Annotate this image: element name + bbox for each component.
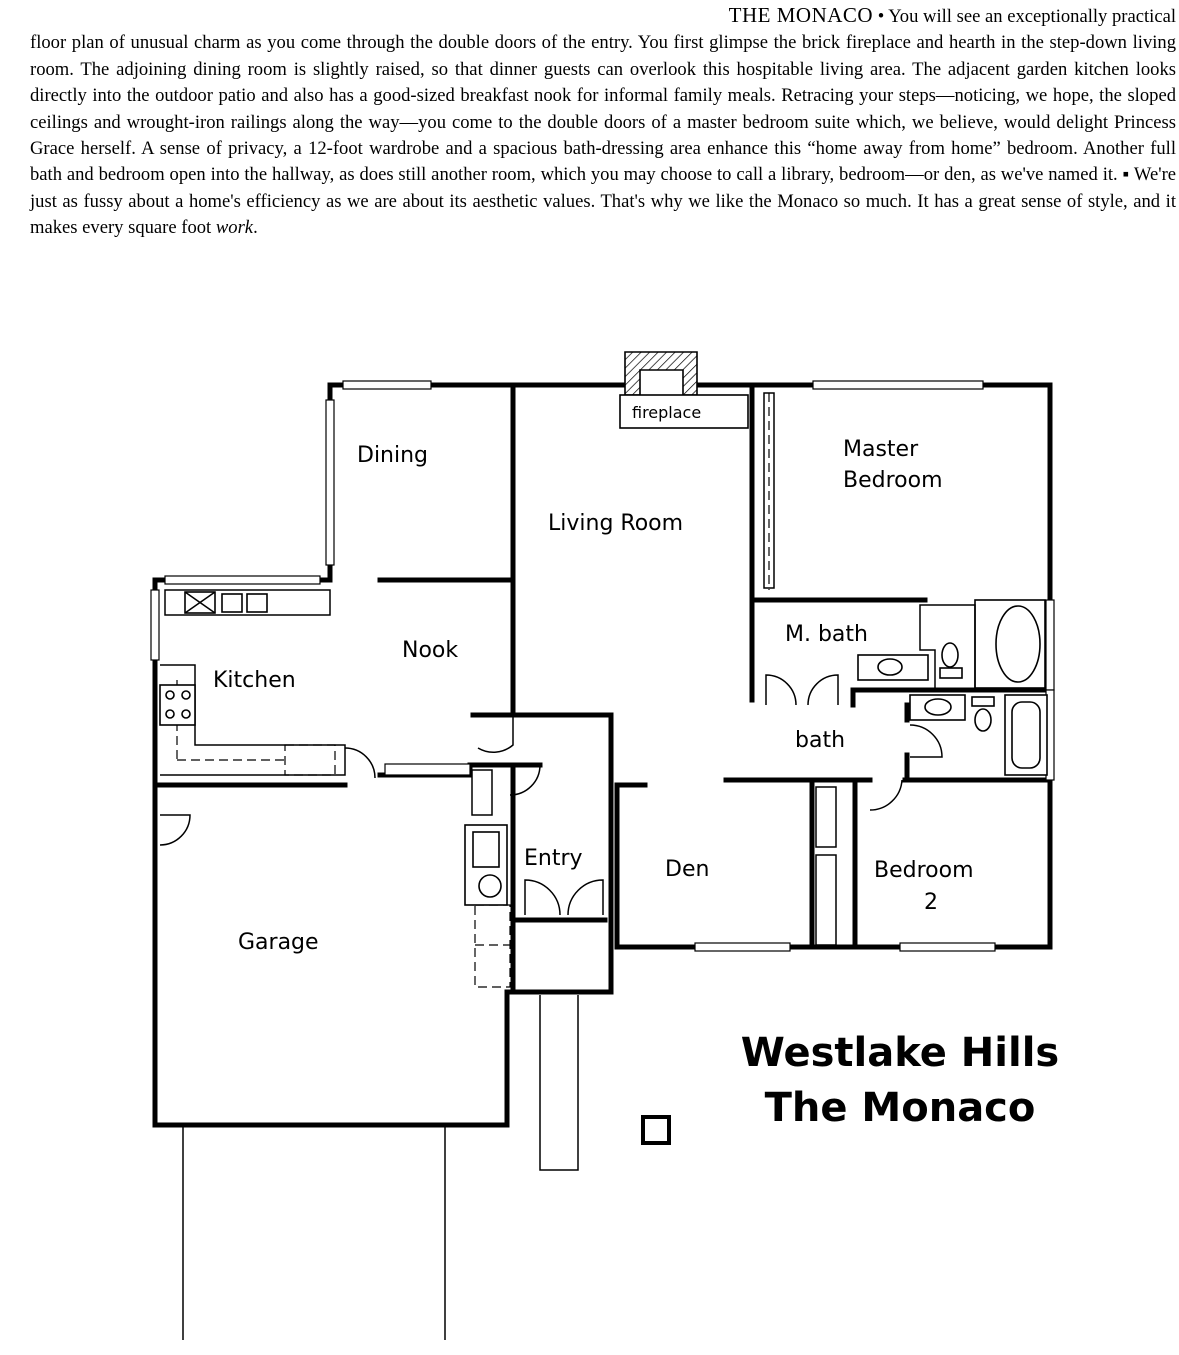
description-heading: THE MONACO [728, 3, 874, 27]
description-first-line-text: You will see an exceptionally practical [888, 6, 1176, 27]
fireplace-label: fireplace [632, 403, 702, 422]
room-label-master-bedroom-line2: Bedroom [843, 468, 943, 493]
room-label-kitchen: Kitchen [213, 668, 296, 693]
description-closing: We're just as fussy about a home's efficiency as we are about its aesthetic values. That's why we like the Monaco so much. It has a great sense of style, and it makes every square foot [30, 164, 1177, 239]
room-label-bedroom2-line1: Bedroom [874, 858, 974, 883]
room-label-m-bath: M. bath [785, 622, 868, 647]
bath-fixtures [910, 695, 1047, 775]
room-label-garage: Garage [238, 930, 319, 955]
room-label-nook: Nook [402, 638, 459, 663]
plan-title-line1: Westlake Hills [740, 1030, 1060, 1076]
plan-title [741, 1030, 1059, 1131]
walls [155, 385, 1050, 1125]
fireplace [620, 352, 748, 428]
bullet-glyph: • [877, 6, 885, 27]
room-label-living-room: Living Room [548, 511, 684, 536]
closets [472, 393, 836, 987]
room-label-dining: Dining [357, 443, 429, 468]
room-label-bedroom2-line2: 2 [924, 890, 938, 915]
separator-glyph: ▪ [1122, 164, 1130, 186]
master-bath-fixtures [858, 600, 1045, 690]
description-closing-end: . [253, 217, 258, 239]
room-label-master-bedroom-line1: Master [843, 437, 919, 462]
room-label-bath: bath [795, 728, 846, 753]
room-label-den: Den [665, 857, 710, 882]
plan-title-line2: The Monaco [764, 1085, 1036, 1131]
compass-square [643, 1117, 669, 1143]
description-body: floor plan of unusual charm as you come through the double doors of the entry. You first glimpse the brick fireplace and hearth in the step-down living room. The adjoining dining room is slightly raised, so that dinner guests can overlook this hospitable living area. The adjacent garden kitchen looks directly into the outdoor patio and also has a good-sized breakfast nook for informal family meals. Retracing your steps—noticing, we hope, the sloped ceilings and wrought-iron railings along the way—you come to the double doors of a master bedroom suite which, we believe, would delight Princess Grace herself. A sense of privacy, a 12-foot wardrobe and a spacious bath-dressing area enhance this “home away from home” bedroom. Another full bath and bedroom open into the hallway, as does still another room, which you may choose to call a library, bedroom—or den, as we've named it. [30, 32, 1176, 186]
doors [160, 675, 942, 915]
room-label-entry: Entry [524, 846, 583, 871]
description-emphasis: work [215, 217, 254, 239]
driveway [183, 995, 578, 1340]
utility-fixtures [465, 825, 507, 905]
